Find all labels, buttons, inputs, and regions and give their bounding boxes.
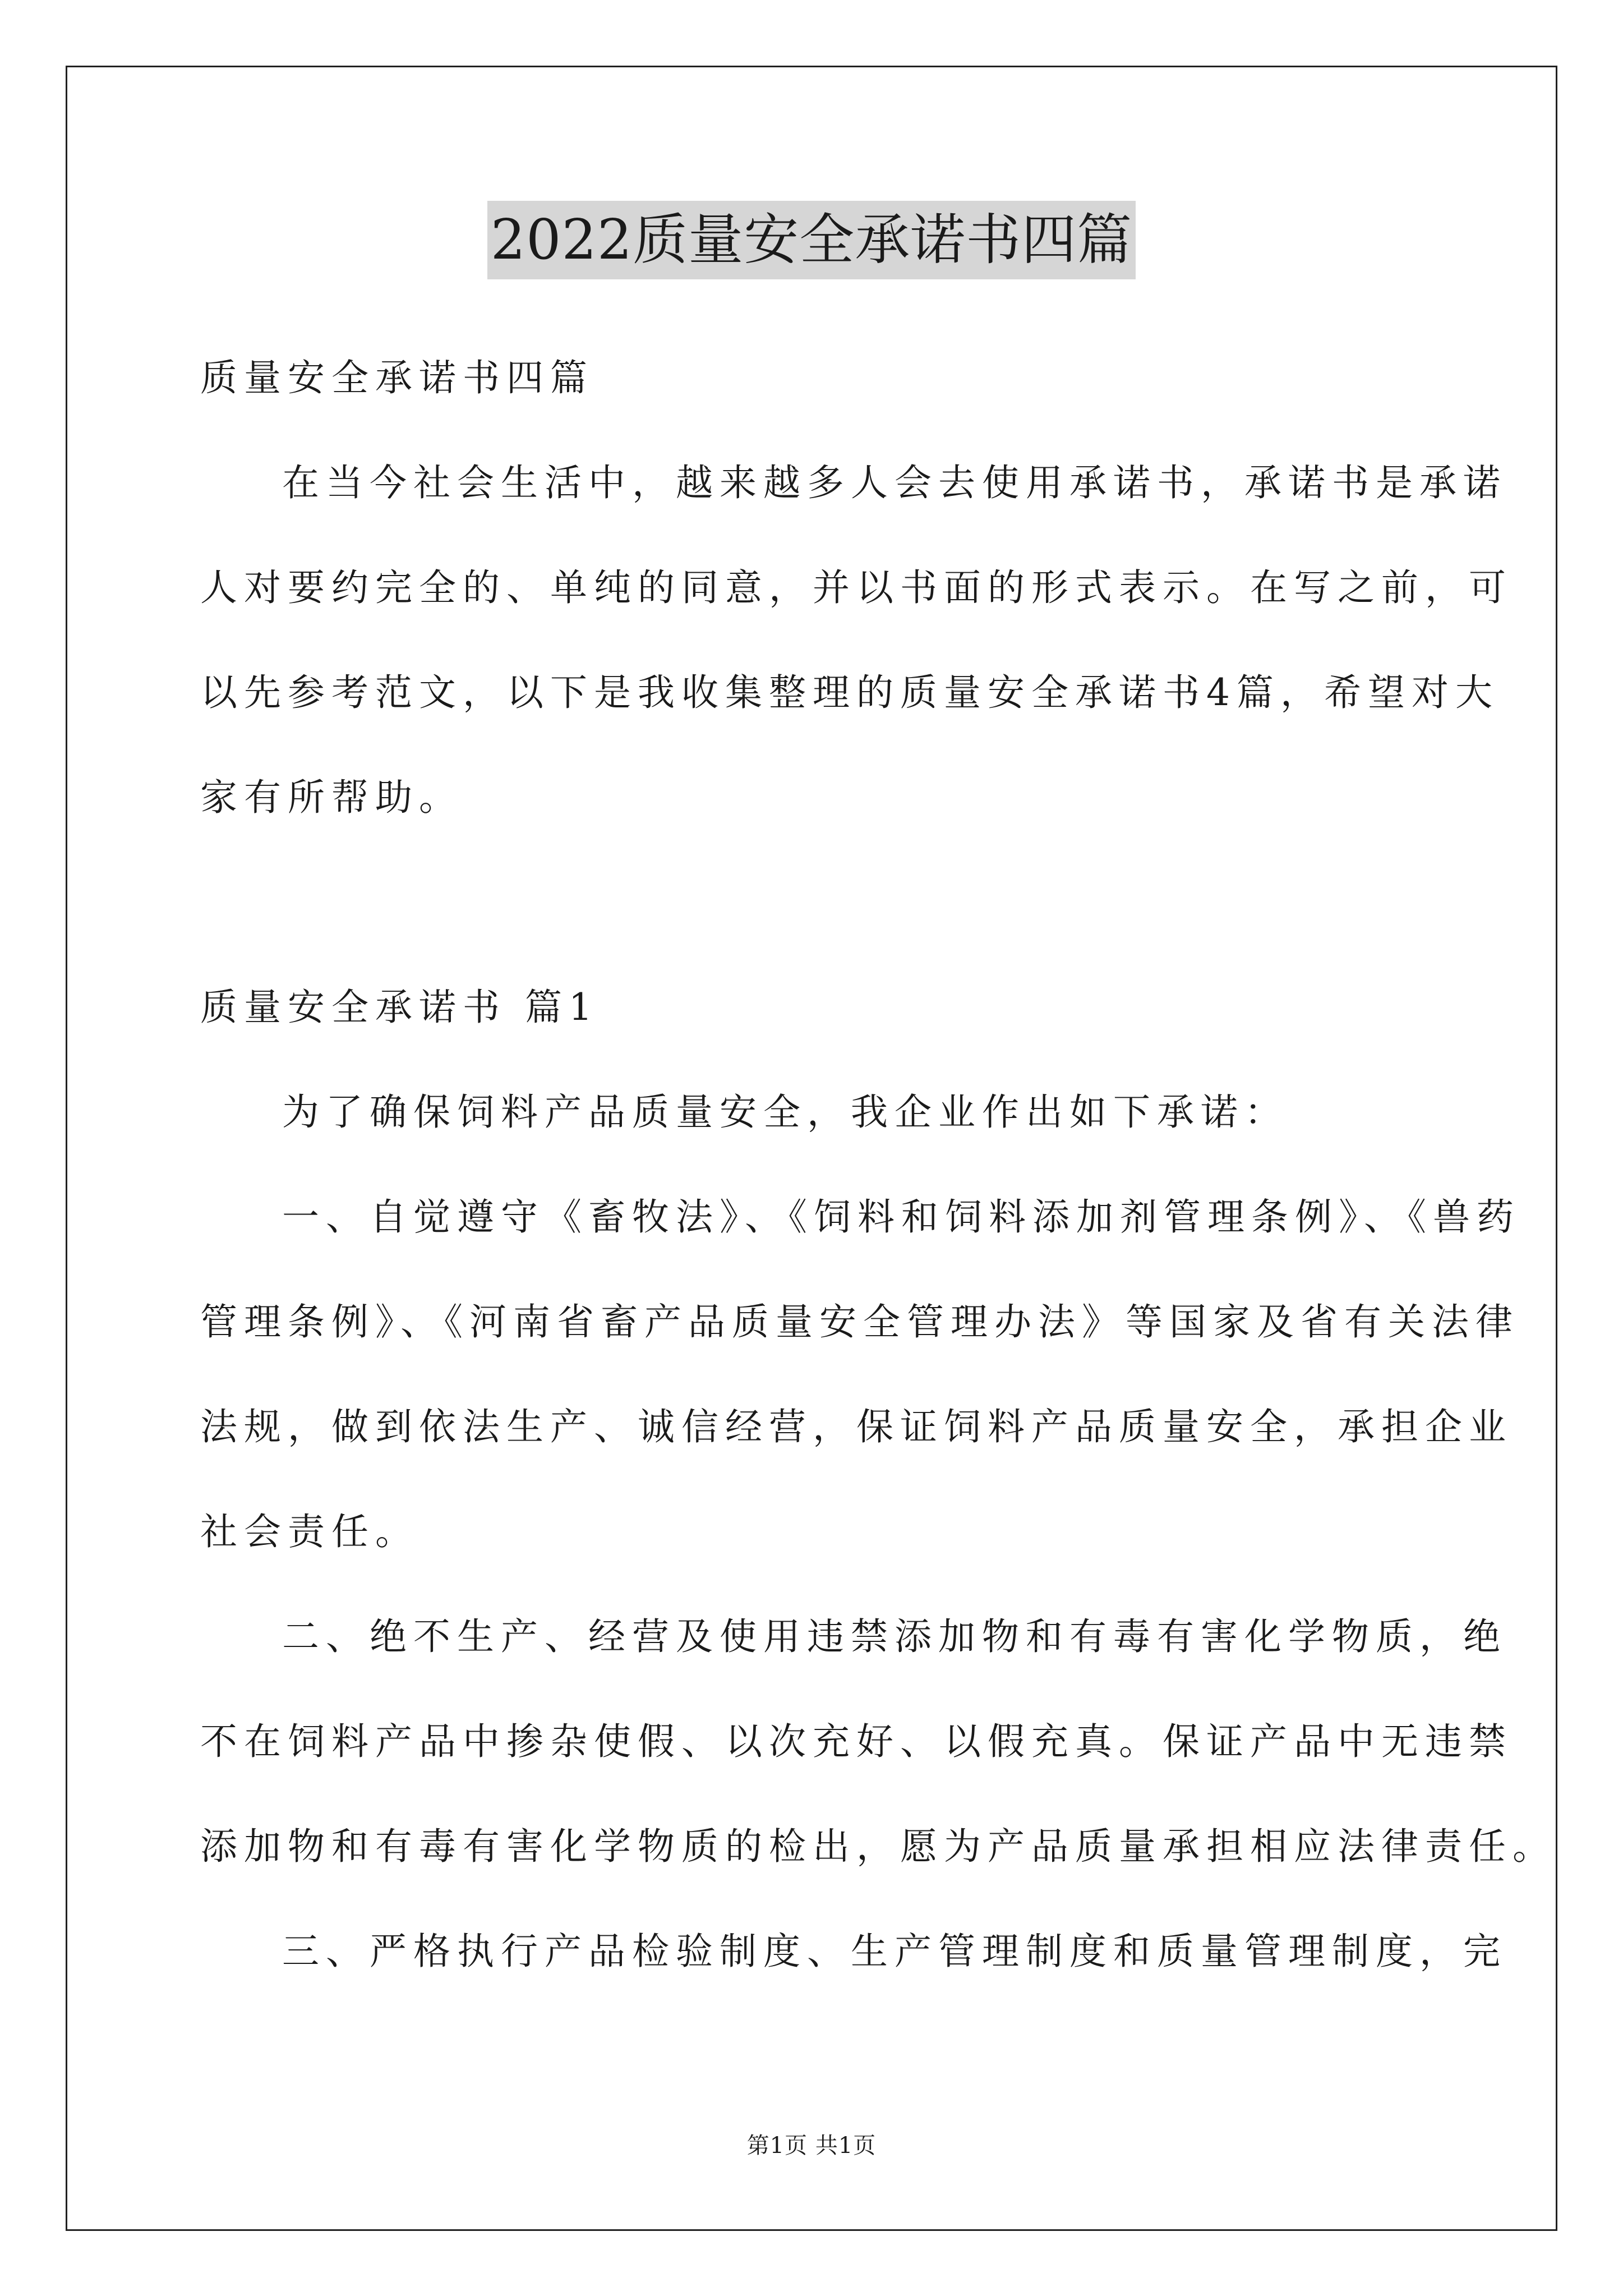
document-body	[200, 325, 1556, 2004]
paragraph-line: 一、自觉遵守《畜牧法》、《饲料和饲料添加剂管理条例》、《兽药	[282, 1195, 1520, 1239]
paragraph-line: 家有所帮助。	[200, 776, 463, 819]
title-container	[0, 201, 1623, 279]
paragraph-line: 社会责任。	[200, 1510, 419, 1553]
paragraph-line: 管理条例》、《河南省畜产品质量安全管理办法》等国家及省有关法律	[200, 1300, 1519, 1343]
section-heading: 质量安全承诺书 篇1	[200, 986, 599, 1029]
paragraph-line: 三、严格执行产品检验制度、生产管理制度和质量管理制度，完	[282, 1930, 1507, 1973]
page-footer: 第1页 共1页	[746, 2133, 877, 2159]
paragraph-line: 以先参考范文，以下是我收集整理的质量安全承诺书4篇，希望对大	[200, 671, 1499, 714]
blank-line	[200, 850, 1434, 955]
paragraph-line: 人对要约完全的、单纯的同意，并以书面的形式表示。在写之前，可	[200, 566, 1513, 609]
document-title: 2022质量安全承诺书四篇	[487, 201, 1136, 279]
paragraph-line: 不在饲料产品中掺杂使假、以次充好、以假充真。保证产品中无违禁	[200, 1720, 1513, 1763]
paragraph-line: 为了确保饲料产品质量安全，我企业作出如下承诺：	[282, 1091, 1288, 1134]
doc-heading: 质量安全承诺书四篇	[200, 356, 594, 399]
paragraph-line: 法规，做到依法生产、诚信经营，保证饲料产品质量安全，承担企业	[200, 1405, 1513, 1448]
paragraph-line: 在当今社会生活中，越来越多人会去使用承诺书，承诺书是承诺	[282, 461, 1507, 504]
paragraph-line: 添加物和有毒有害化学物质的检出，愿为产品质量承担相应法律责任。	[200, 1825, 1556, 1868]
paragraph-line: 二、绝不生产、经营及使用违禁添加物和有毒有害化学物质，绝	[282, 1615, 1507, 1658]
